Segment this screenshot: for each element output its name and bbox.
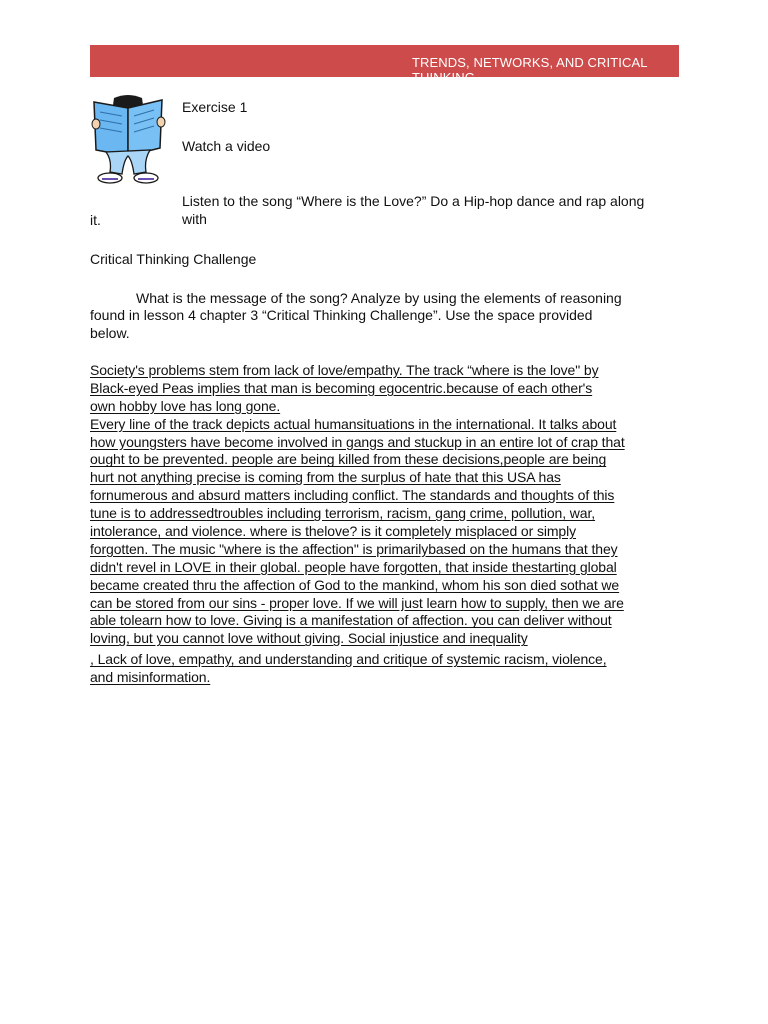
answer-line: and misinformation. <box>90 669 211 686</box>
challenge-prompt-line2: found in lesson 4 chapter 3 “Critical Thinking Challenge”. Use the space provided <box>90 307 593 323</box>
challenge-prompt-line1: What is the message of the song? Analyze by using the elements of reasoning <box>136 290 622 306</box>
answer-line: , Lack of love, empathy, and understanding and critique of systemic racism, violence, <box>90 651 607 668</box>
header-bar <box>90 45 679 85</box>
exercise-instruction-line1: Listen to the song “Where is the Love?” Do a Hip-hop dance and rap along <box>182 193 645 209</box>
answer-line: didn't revel in LOVE in their global. people have forgotten, that inside thestarting global <box>90 558 617 575</box>
answer-text <box>90 362 682 687</box>
answer-line: fornumerous and absurd matters including conflict. The standards and thoughts of this <box>90 487 615 504</box>
answer-line: Black-eyed Peas implies that man is becoming egocentric.because of each other's <box>90 379 593 396</box>
challenge-prompt-line3: below. <box>90 325 130 341</box>
exercise-instruction-it: it. <box>90 212 101 228</box>
answer-line: hurt not anything precise is coming from the surplus of hate that this USA has <box>90 469 561 486</box>
answer-line: ought to be prevented. people are being killed from these decisions,people are being <box>90 451 607 468</box>
header-title: TRENDS, NETWORKS, AND CRITICAL THINKING <box>412 55 648 85</box>
answer-line: able tolearn how to love. Giving is a manifestation of affection. you can deliver without <box>90 612 612 629</box>
answer-line: Society's problems stem from lack of love/empathy. The track “where is the love" by <box>90 362 599 378</box>
exercise-title: Exercise 1 <box>182 99 248 115</box>
challenge-heading: Critical Thinking Challenge <box>90 251 257 267</box>
answer-line: own hobby love has long gone. <box>90 397 281 414</box>
answer-line: can be stored from our sins - proper love. If we will just learn how to supply, then we are <box>90 594 624 611</box>
exercise-instruction-with: with <box>182 211 207 227</box>
answer-line: tune is to addressedtroubles including terrorism, racism, gang crime, pollution, war, <box>90 505 596 522</box>
answer-line: loving, but you cannot love without giving. Social injustice and inequality <box>90 630 528 647</box>
exercise-subtitle: Watch a video <box>182 138 271 154</box>
person-reading-book-icon <box>88 94 168 186</box>
answer-line: became created thru the affection of God to the mankind, whom his son died sothat we <box>90 576 620 593</box>
answer-line: forgotten. The music "where is the affection" is primarilybased on the humans that they <box>90 540 618 557</box>
answer-line: Every line of the track depicts actual humansituations in the international. It talks about <box>90 415 617 432</box>
answer-line: how youngsters have become involved in gangs and stuckup in an entire lot of crap that <box>90 433 625 450</box>
answer-line: intolerance, and violence. where is thelove? is it completely misplaced or simply <box>90 523 577 540</box>
